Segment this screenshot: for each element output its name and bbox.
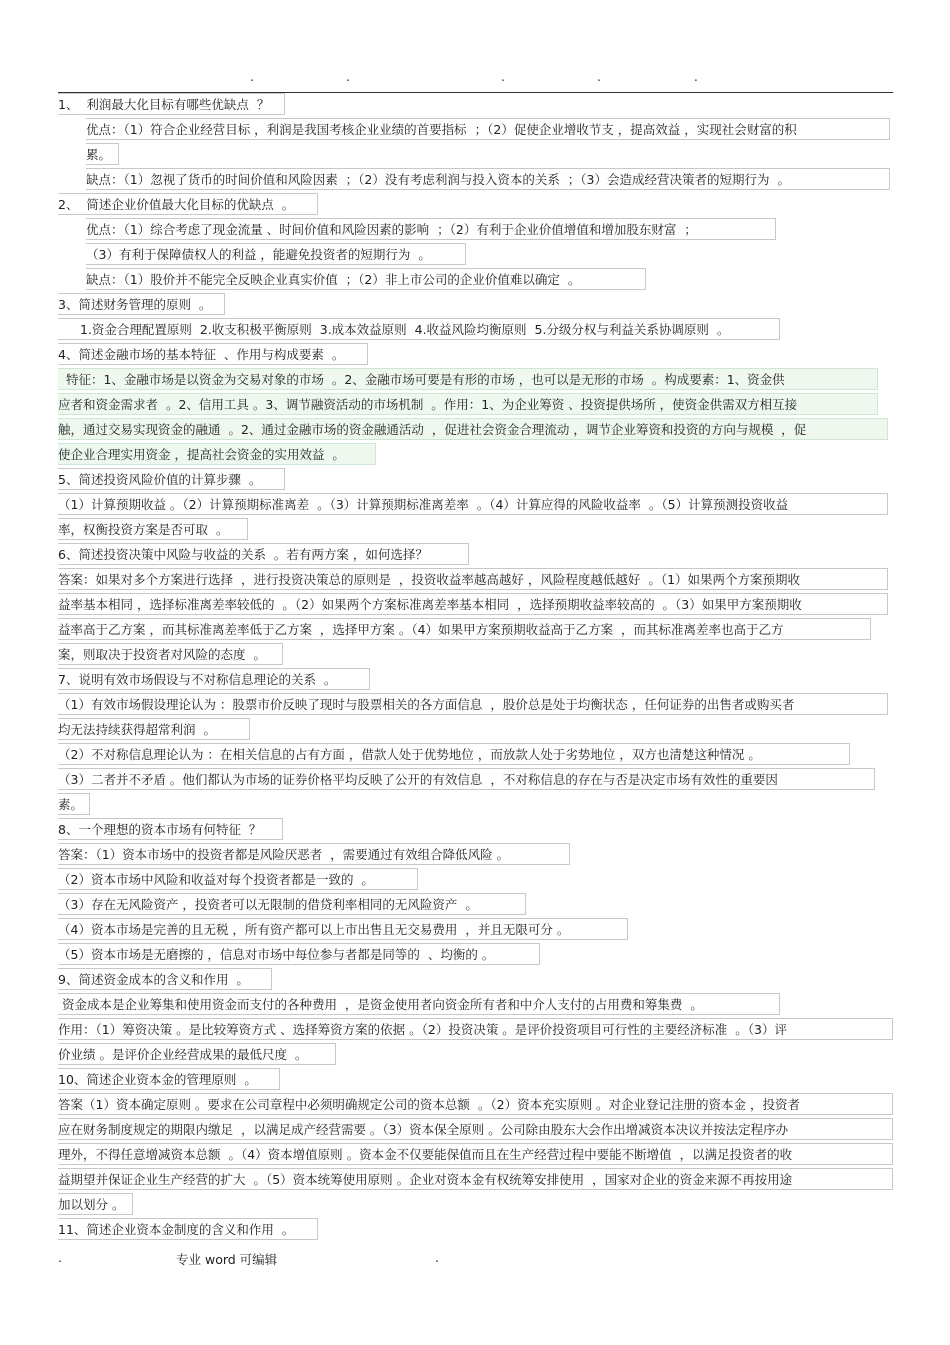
answer-line: （5）资本市场是无磨擦的 ，信息对市场中每位参与者都是同等的 、均衡的 。 [58,943,540,965]
header-dot: . [597,70,601,84]
question-4: 4、简述金融市场的基本特征 、作用与构成要素 。 [58,343,368,365]
question-1: 1、 利润最大化目标有哪些优缺点 ？ [58,93,285,115]
answer-line: （3）有利于保障债权人的利益 ，能避免投资者的短期行为 。 [86,243,466,265]
answer-line: 答案：如果对多个方案进行选择 ，进行投资决策总的原则是 ，投资收益率越高越好 ，风险程度越低越好 。（1）如果两个方案预期收 [58,568,888,590]
answer-line: 1.资金合理配置原则 2.收支积极平衡原则 3.成本效益原则 4.收益风险均衡原则 5.分级分权与利益关系协调原则 。 [58,318,780,340]
header-dot: . [250,70,254,84]
answer-line: （2）资本市场中风险和收益对每个投资者都是一致的 。 [58,868,418,890]
answer-line: （4）资本市场是完善的且无税 ，所有资产都可以上市出售且无交易费用 ，并且无限可分 。 [58,918,628,940]
footer-dot-right: . [435,1250,439,1265]
answer-line: 使企业合理实用资金 ，提高社会资金的实用效益 。 [58,443,376,465]
answer-line: 均无法持续获得超常利润 。 [58,718,250,740]
answer-line: 理外，不得任意增减资本总额 。（4）资本增值原则 。资本金不仅要能保值而且在生产经营过程中要能不断增值 ，以满足投资者的收 [58,1143,893,1165]
question-2: 2、 简述企业价值最大化目标的优缺点 。 [58,193,318,215]
question-3: 3、简述财务管理的原则 。 [58,293,225,315]
answer-line: 作用：（1）筹资决策 。是比较筹资方式 、选择筹资方案的依据 。（2）投资决策 。是评价投资项目可行性的主要经济标准 。（3）评 [58,1018,893,1040]
answer-line: 价业绩 。是评价企业经营成果的最低尺度 。 [58,1043,336,1065]
answer-line: 益率基本相同 ，选择标准离差率较低的 。（2）如果两个方案标准离差率基本相同 ，选择预期收益率较高的 。（3）如果甲方案预期收 [58,593,888,615]
footer-label: 专业 word 可编辑 [176,1252,278,1267]
question-11: 11、简述企业资本金制度的含义和作用 。 [58,1218,318,1240]
answer-line: 案，则取决于投资者对风险的态度 。 [58,643,283,665]
answer-line: 答案：（1）资本市场中的投资者都是风险厌恶者 ，需要通过有效组合降低风险 。 [58,843,570,865]
answer-line: 资金成本是企业筹集和使用资金而支付的各种费用 ，是资金使用者向资金所有者和中介人支付的占用费和筹集费 。 [58,993,780,1015]
answer-line: 特征：1、金融市场是以资金为交易对象的市场 。2、金融市场可要是有形的市场 ，也可以是无形的市场 。构成要素：1、资金供 [58,368,878,390]
answer-line: 缺点：（1）股价并不能完全反映企业真实价值 ；（2）非上市公司的企业价值难以确定 。 [86,268,646,290]
question-7: 7、说明有效市场假设与不对称信息理论的关系 。 [58,668,370,690]
header-dots [250,70,720,84]
answer-line: 累。 [86,143,119,165]
page-footer [58,1250,478,1270]
answer-line: 素。 [58,793,90,815]
answer-line: 应在财务制度规定的期限内缴足 ，以满足成产经营需要 。（3）资本保全原则 。公司除由股东大会作出增减资本决议并按法定程序办 [58,1118,893,1140]
answer-line: （3）二者并不矛盾 。他们都认为市场的证券价格平均反映了公开的有效信息 ，不对称信息的存在与否是决定市场有效性的重要因 [58,768,875,790]
answer-line: 率，权衡投资方案是否可取 。 [58,518,248,540]
header-dot: . [501,70,505,84]
question-9: 9、简述资金成本的含义和作用 。 [58,968,272,990]
question-6: 6、简述投资决策中风险与收益的关系 。若有两方案 ，如何选择？ [58,543,469,565]
question-8: 8、一个理想的资本市场有何特征 ？ [58,818,283,840]
answer-line: 缺点：（1）忽视了货币的时间价值和风险因素 ；（2）没有考虑利润与投入资本的关系 ；（3）会造成经营决策者的短期行为 。 [86,168,890,190]
header-dot: . [694,70,698,84]
footer-dot-left: . [58,1250,62,1265]
question-5: 5、简述投资风险价值的计算步骤 。 [58,468,285,490]
answer-line: （1）有效市场假设理论认为 ：股票市价反映了现时与股票相关的各方面信息 ，股价总是处于均衡状态 ，任何证券的出售者或购买者 [58,693,888,715]
answer-line: 益率高于乙方案 ，而其标准离差率低于乙方案 ，选择甲方案 。（4）如果甲方案预期收益高于乙方案 ，而其标准离差率也高于乙方 [58,618,871,640]
answer-line: 优点：（1）综合考虑了现金流量 、时间价值和风险因素的影响 ；（2）有利于企业价值增值和增加股东财富 ； [86,218,776,240]
answer-line: 加以划分 。 [58,1193,133,1215]
answer-line: （1）计算预期收益 。（2）计算预期标准离差 。（3）计算预期标准离差率 。（4）计算应得的风险收益率 。（5）计算预测投资收益 [58,493,888,515]
question-10: 10、简述企业资本金的管理原则 。 [58,1068,280,1090]
answer-line: （3）存在无风险资产 ，投资者可以无限制的借贷利率相同的无风险资产 。 [58,893,526,915]
answer-line: 优点：（1）符合企业经营目标 ，利润是我国考核企业业绩的首要指标 ；（2）促使企业增收节支 ，提高效益 ，实现社会财富的积 [86,118,890,140]
header-dot: . [346,70,350,84]
answer-line: 答案（1）资本确定原则 。要求在公司章程中必须明确规定公司的资本总额 。（2）资本充实原则 。对企业登记注册的资本金 ，投资者 [58,1093,893,1115]
answer-line: （2）不对称信息理论认为 ：在相关信息的占有方面 ，借款人处于优势地位 ，而放款人处于劣势地位 ，双方也清楚这种情况 。 [58,743,850,765]
answer-line: 益期望并保证企业生产经营的扩大 。（5）资本统筹使用原则 。企业对资本金有权统筹安排使用 ，国家对企业的资金来源不再按用途 [58,1168,893,1190]
answer-line: 触，通过交易实现资金的融通 。2、通过金融市场的资金融通活动 ，促进社会资金合理流动 ，调节企业筹资和投资的方向与规模 ，促 [58,418,888,440]
answer-line: 应者和资金需求者 。2、信用工具 。3、调节融资活动的市场机制 。作用：1、为企业筹资 、投资提供场所 ，使资金供需双方相互接 [58,393,878,415]
